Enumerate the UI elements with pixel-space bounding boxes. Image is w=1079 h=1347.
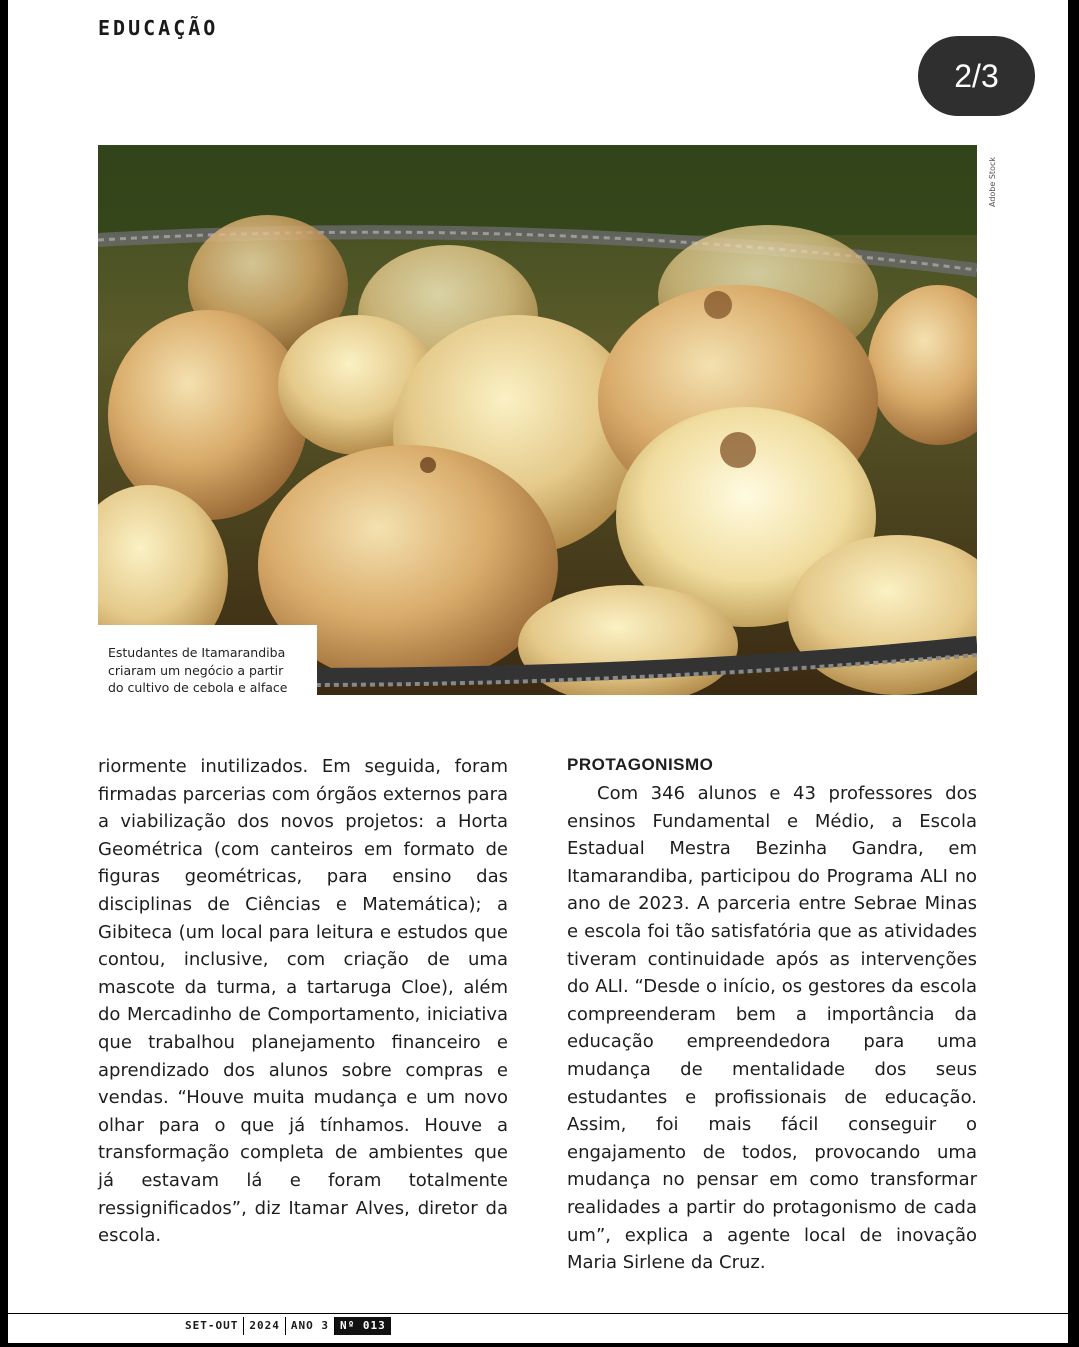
onions-photo	[98, 145, 977, 695]
photo-caption	[98, 625, 317, 700]
photo-credit: Adobe Stock	[988, 157, 997, 207]
footer-rule	[8, 1313, 1068, 1314]
caption-line: Estudantes de Itamarandiba	[108, 645, 286, 660]
caption-line: do cultivo de cebola e alface	[108, 680, 288, 695]
footer-volume: ANO 3	[286, 1317, 335, 1335]
footer-issue: Nº 013	[335, 1317, 391, 1335]
subheading: PROTAGONISMO	[567, 755, 714, 774]
article-paragraph: riormente inutilizados. Em seguida, foram firmadas parcerias com órgãos externos para a viabilização dos novos projetos: a Horta Geométrica (com canteiros em formato de figuras geométricas, para ensino das disciplinas de Ciências e Matemática); a Gibiteca (um local para leitura e estudos que contou, inclusive, com criação de uma mascote da turma, a tartaruga Cloe), além do Mercadinho de Comportamento, iniciativa que trabalhou planejamento financeiro e aprendizado dos alunos sobre compras e vendas. “Houve muita mudança e um novo olhar para o que já tínhamos. Houve a transformação completa de ambientes que já estavam lá e foram totalmente ressignificados”, diz Itamar Alves, diretor da escola.	[98, 756, 508, 1247]
section-label: EDUCAÇÃO	[98, 16, 219, 40]
issue-footer	[180, 1316, 391, 1336]
footer-year: 2024	[244, 1317, 286, 1335]
page-counter-badge[interactable]: 2/3	[918, 36, 1035, 116]
article-paragraph: Com 346 alunos e 43 professores dos ensinos Fundamental e Médio, a Escola Estadual Mestra Bezinha Gandra, em Itamarandiba, participou do Programa ALI no ano de 2023. A parceria entre Sebrae Minas e escola foi tão satisfatória que as atividades tiveram continuidade após as intervenções do ALI. “Desde o início, os gestores da escola compreenderam bem a importância da educação empreendedora para uma mudança de mentalidade dos seus estudantes e profissionais de educação. Assim, foi mais fácil conseguir o engajamento de todos, provocando uma mudança no pensar em como transformar realidades a partir do protagonismo de cada um”, explica a agente local de inovação Maria Sirlene da Cruz.	[567, 783, 977, 1274]
article-column-left	[98, 753, 508, 1250]
onions-illustration	[98, 145, 977, 695]
footer-months: SET-OUT	[180, 1317, 244, 1335]
magazine-page	[8, 0, 1068, 1343]
article-column-right	[567, 753, 977, 1277]
caption-line: criaram um negócio a partir	[108, 662, 284, 678]
